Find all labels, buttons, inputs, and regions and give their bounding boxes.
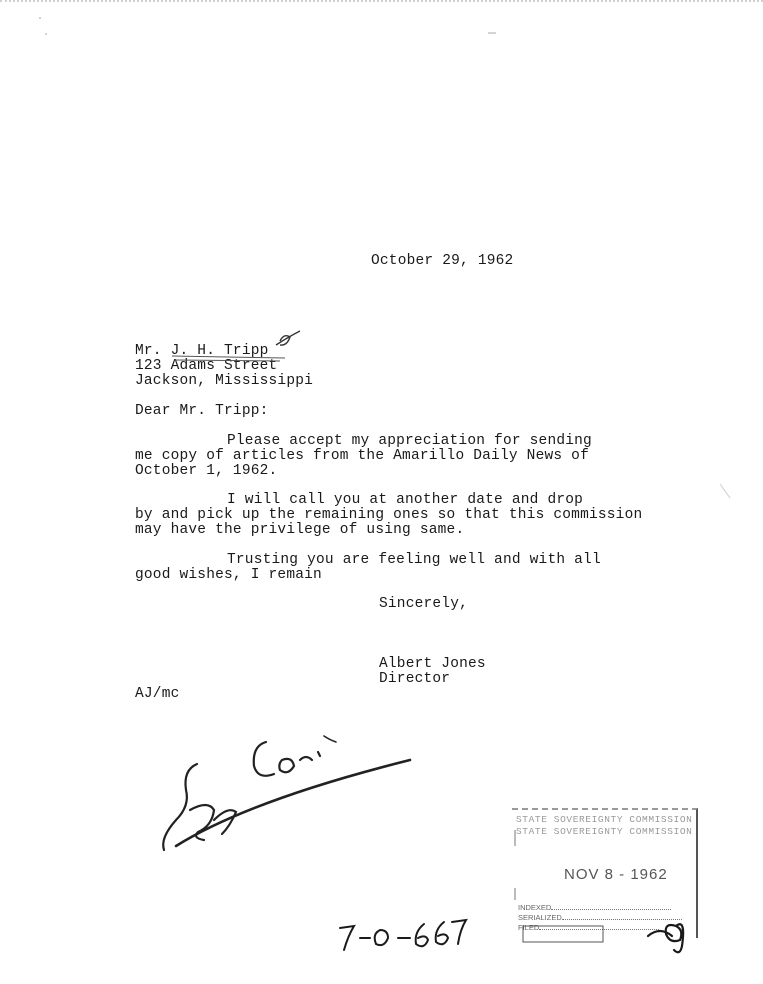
stamp-row-serialized: SERIALIZED bbox=[518, 914, 682, 922]
paragraph-2-line-2: by and pick up the remaining ones so that this commission bbox=[135, 507, 643, 523]
letter-date: October 29, 1962 bbox=[371, 253, 514, 269]
typist-initials: AJ/mc bbox=[135, 686, 180, 702]
closing: Sincerely, bbox=[379, 596, 469, 612]
paragraph-3-line-1: Trusting you are feeling well and with all bbox=[227, 552, 601, 568]
recipient-name: Mr. J. H. Tripp bbox=[135, 343, 269, 359]
stamp-row-indexed: INDEXED bbox=[518, 904, 671, 912]
paragraph-1-line-2: me copy of articles from the Amarillo Daily News of bbox=[135, 448, 589, 464]
speck bbox=[720, 484, 730, 498]
paragraph-2-line-1: I will call you at another date and drop bbox=[227, 492, 584, 508]
speck bbox=[45, 33, 47, 35]
stamp-row-filed: FILED bbox=[518, 924, 659, 932]
recipient-street: 123 Adams Street bbox=[135, 358, 278, 374]
paragraph-1-line-3: October 1, 1962. bbox=[135, 463, 278, 479]
stamp-header-2: STATE SOVEREIGNTY COMMISSION bbox=[516, 826, 693, 837]
signer-name: Albert Jones bbox=[379, 656, 486, 672]
stamp-date: NOV 8 - 1962 bbox=[564, 866, 668, 883]
handwritten-sec-com-icon bbox=[163, 736, 410, 850]
paragraph-1-line-1: Please accept my appreciation for sending bbox=[227, 433, 592, 449]
speck bbox=[39, 17, 41, 19]
signer-title: Director bbox=[379, 671, 451, 687]
pen-tick-mark bbox=[276, 331, 300, 345]
received-stamp bbox=[512, 808, 698, 938]
recipient-city: Jackson, Mississippi bbox=[135, 373, 314, 389]
salutation: Dear Mr. Tripp: bbox=[135, 403, 269, 419]
page-top-edge bbox=[0, 0, 763, 4]
paragraph-2-line-3: may have the privilege of using same. bbox=[135, 522, 465, 538]
handwritten-file-number-icon bbox=[340, 920, 466, 950]
paragraph-3-line-2: good wishes, I remain bbox=[135, 567, 322, 583]
stamp-header-1: STATE SOVEREIGNTY COMMISSION bbox=[516, 814, 693, 825]
